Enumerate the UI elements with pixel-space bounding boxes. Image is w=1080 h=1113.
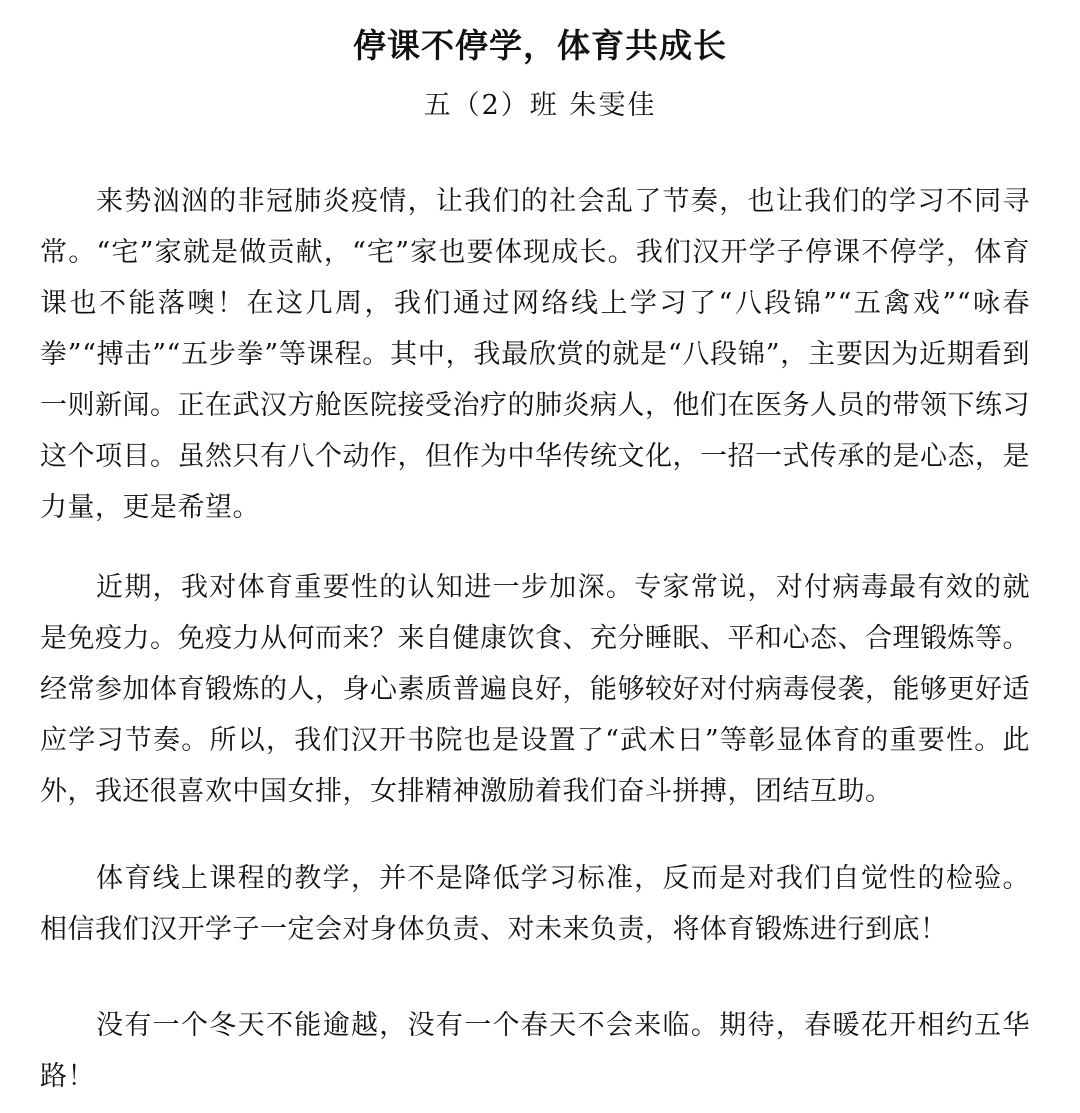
paragraph-1: 来势汹汹的非冠肺炎疫情，让我们的社会乱了节奏，也让我们的学习不同寻常。“宅”家就是做贡献，“宅”家也要体现成长。我们汉开学子停课不停学，体育课也不能落噢！在这几周，我们通过网络线上学习了“八段锦”“五禽戏”“咏春拳”“搏击”“五步拳”等课程。其中，我最欣赏的就是“八段锦”，主要因为近期看到一则新闻。正在武汉方舱医院接受治疗的肺炎病人，他们在医务人员的带领下练习这个项目。虽然只有八个动作，但作为中华传统文化，一招一式传承的是心态，是力量，更是希望。: [40, 186, 1030, 523]
paragraph-2: 近期，我对体育重要性的认知进一步加深。专家常说，对付病毒最有效的就是免疫力。免疫力从何而来？来自健康饮食、充分睡眠、平和心态、合理锻炼等。经常参加体育锻炼的人，身心素质普遍良好，能够较好对付病毒侵袭，能够更好适应学习节奏。所以，我们汉开书院也是设置了“武术日”等彰显体育的重要性。此外，我还很喜欢中国女排，女排精神激励着我们奋斗拼搏，团结互助。: [40, 572, 1030, 807]
paragraph-3: 体育线上课程的教学，并不是降低学习标准，反而是对我们自觉性的检验。相信我们汉开学子一定会对身体负责、对未来负责，将体育锻炼进行到底！: [40, 863, 1030, 945]
paragraph-4: 没有一个冬天不能逾越，没有一个春天不会来临。期待，春暖花开相约五华路！: [40, 1010, 1030, 1092]
author-byline: 五（2）班 朱雯佳: [423, 90, 657, 121]
document-title: 停课不停学，体育共成长: [353, 26, 727, 65]
